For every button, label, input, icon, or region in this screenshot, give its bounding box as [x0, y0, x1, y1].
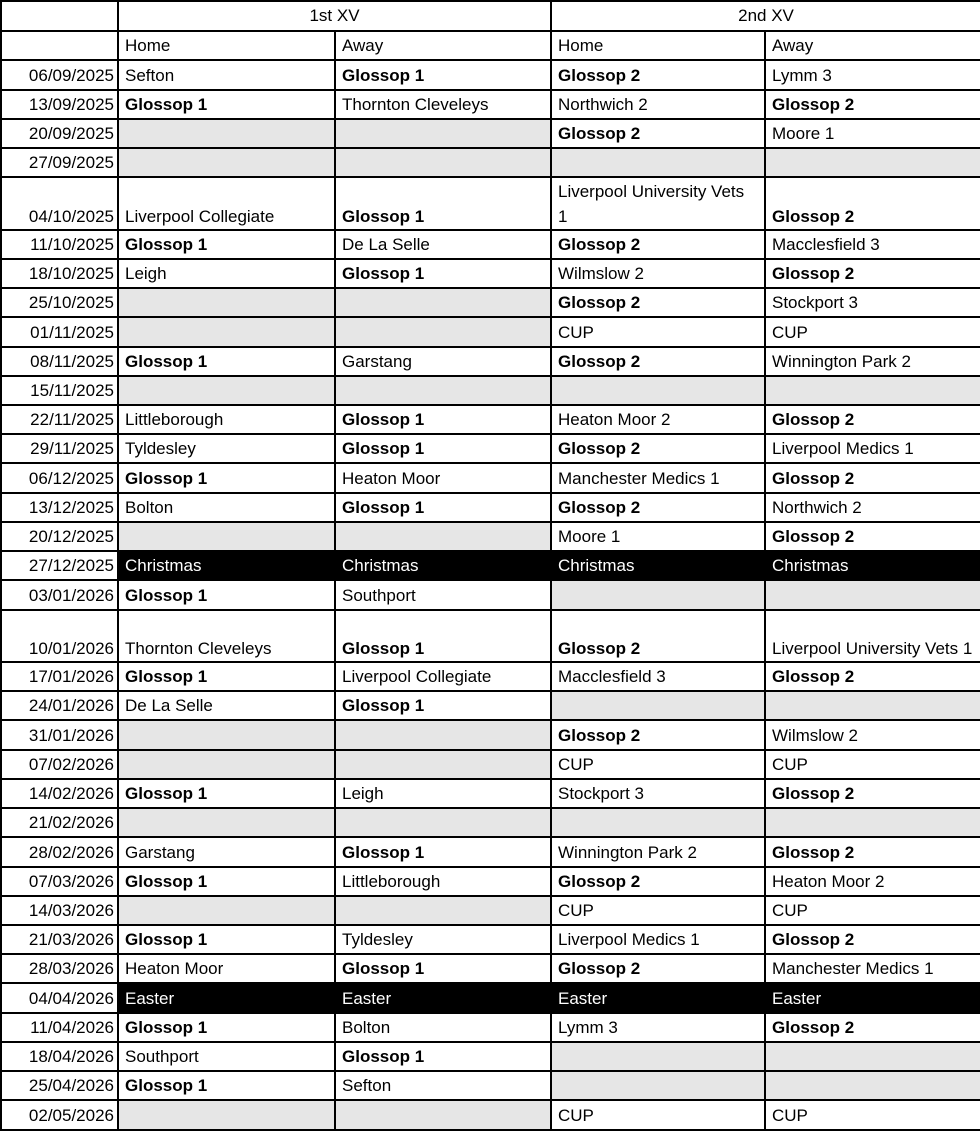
xv2-away-cell: Moore 1 [765, 119, 980, 148]
fixture-date: 28/02/2026 [1, 837, 118, 866]
xv1-away-cell [335, 1100, 551, 1130]
fixture-date: 07/02/2026 [1, 750, 118, 779]
xv2-away-cell: Stockport 3 [765, 288, 980, 317]
xv1-away-cell: De La Selle [335, 230, 551, 259]
xv2-away-cell [765, 1042, 980, 1071]
xv2-home-cell: Macclesfield 3 [551, 662, 765, 691]
fixture-date: 14/02/2026 [1, 779, 118, 808]
xv1-home-cell: Glossop 1 [118, 580, 335, 609]
fixture-date: 24/01/2026 [1, 691, 118, 720]
xv2-home-cell [551, 580, 765, 609]
fixture-row [1, 580, 980, 609]
xv1-home-cell: Littleborough [118, 405, 335, 434]
fixture-row [1, 720, 980, 749]
fixture-date: 31/01/2026 [1, 720, 118, 749]
xv1-away-cell: Southport [335, 580, 551, 609]
xv1-away-cell [335, 808, 551, 837]
xv1-home-cell: Glossop 1 [118, 867, 335, 896]
fixture-row [1, 837, 980, 866]
xv1-away-cell: Bolton [335, 1013, 551, 1042]
xv1-home-cell: Bolton [118, 493, 335, 522]
team-1st-xv-header: 1st XV [118, 1, 551, 31]
holiday-row [1, 551, 980, 580]
xv2-away-cell: Lymm 3 [765, 60, 980, 89]
fixture-row [1, 317, 980, 346]
xv1-away-cell: Glossop 1 [335, 610, 551, 662]
fixture-row [1, 1013, 980, 1042]
fixture-date: 27/09/2025 [1, 148, 118, 177]
fixture-date: 29/11/2025 [1, 434, 118, 463]
xv2-away-cell: Easter [765, 983, 980, 1012]
fixture-date: 14/03/2026 [1, 896, 118, 925]
xv2-home-cell: Glossop 2 [551, 954, 765, 983]
fixture-date: 11/10/2025 [1, 230, 118, 259]
xv2-away-cell: Glossop 2 [765, 1013, 980, 1042]
xv1-away-cell: Glossop 1 [335, 1042, 551, 1071]
xv1-home-cell [118, 1100, 335, 1130]
xv2-away-cell: Glossop 2 [765, 405, 980, 434]
xv1-away-cell: Glossop 1 [335, 177, 551, 229]
xv1-home-cell: Glossop 1 [118, 90, 335, 119]
corner-cell [1, 1, 118, 31]
xv2-home-cell [551, 691, 765, 720]
fixture-row [1, 610, 980, 662]
xv2-away-cell: Heaton Moor 2 [765, 867, 980, 896]
xv2-home-cell [551, 1042, 765, 1071]
xv2-away-cell: Liverpool Medics 1 [765, 434, 980, 463]
xv1-home-cell: Glossop 1 [118, 1013, 335, 1042]
xv1-away-cell: Glossop 1 [335, 837, 551, 866]
xv2-home-cell: Liverpool Medics 1 [551, 925, 765, 954]
xv1-home-cell: Glossop 1 [118, 230, 335, 259]
team-header-row [1, 1, 980, 31]
xv2-away-cell: Glossop 2 [765, 837, 980, 866]
xv1-home-header: Home [118, 31, 335, 60]
fixture-row [1, 288, 980, 317]
xv1-away-cell: Glossop 1 [335, 954, 551, 983]
fixture-row [1, 60, 980, 89]
xv1-home-cell: Tyldesley [118, 434, 335, 463]
xv2-away-cell: Macclesfield 3 [765, 230, 980, 259]
xv2-away-header: Away [765, 31, 980, 60]
xv1-home-cell: Easter [118, 983, 335, 1012]
xv2-away-cell: Glossop 2 [765, 779, 980, 808]
xv2-away-cell: Wilmslow 2 [765, 720, 980, 749]
fixture-row [1, 750, 980, 779]
xv2-home-cell: CUP [551, 896, 765, 925]
xv2-away-cell: Manchester Medics 1 [765, 954, 980, 983]
xv2-away-cell: Glossop 2 [765, 522, 980, 551]
xv1-home-cell [118, 522, 335, 551]
fixture-date: 27/12/2025 [1, 551, 118, 580]
xv2-away-cell: CUP [765, 1100, 980, 1130]
fixture-date: 13/09/2025 [1, 90, 118, 119]
xv2-away-cell [765, 148, 980, 177]
xv2-home-cell: Winnington Park 2 [551, 837, 765, 866]
fixture-date: 01/11/2025 [1, 317, 118, 346]
xv2-home-cell: Glossop 2 [551, 347, 765, 376]
fixture-date: 10/01/2026 [1, 610, 118, 662]
xv2-away-cell: CUP [765, 317, 980, 346]
fixture-date: 06/09/2025 [1, 60, 118, 89]
xv2-home-header: Home [551, 31, 765, 60]
xv1-home-cell [118, 376, 335, 405]
xv1-away-cell: Glossop 1 [335, 691, 551, 720]
xv2-away-cell [765, 376, 980, 405]
fixture-date: 25/04/2026 [1, 1071, 118, 1100]
fixture-row [1, 177, 980, 229]
fixture-date: 28/03/2026 [1, 954, 118, 983]
fixture-date: 20/09/2025 [1, 119, 118, 148]
fixture-row [1, 691, 980, 720]
xv1-away-cell: Heaton Moor [335, 463, 551, 492]
fixture-date: 17/01/2026 [1, 662, 118, 691]
xv2-home-cell: Christmas [551, 551, 765, 580]
fixture-date: 21/03/2026 [1, 925, 118, 954]
xv2-away-cell: Liverpool University Vets 1 [765, 610, 980, 662]
xv1-away-cell [335, 896, 551, 925]
xv2-away-cell [765, 808, 980, 837]
xv2-away-cell [765, 1071, 980, 1100]
xv1-home-cell: Southport [118, 1042, 335, 1071]
xv2-home-cell: Glossop 2 [551, 288, 765, 317]
fixture-row [1, 463, 980, 492]
xv2-home-cell [551, 1071, 765, 1100]
xv1-away-cell [335, 288, 551, 317]
fixture-row [1, 808, 980, 837]
xv2-away-cell: Glossop 2 [765, 90, 980, 119]
xv2-home-cell: Glossop 2 [551, 610, 765, 662]
fixture-row [1, 119, 980, 148]
fixtures-body [1, 1, 980, 1130]
xv2-home-cell: Lymm 3 [551, 1013, 765, 1042]
fixture-row [1, 259, 980, 288]
xv2-away-cell: Glossop 2 [765, 463, 980, 492]
fixture-row [1, 148, 980, 177]
xv1-away-cell [335, 720, 551, 749]
xv1-away-cell [335, 750, 551, 779]
xv1-away-cell: Garstang [335, 347, 551, 376]
xv1-away-cell: Leigh [335, 779, 551, 808]
xv1-home-cell: Glossop 1 [118, 1071, 335, 1100]
xv1-away-cell: Glossop 1 [335, 60, 551, 89]
xv1-away-cell: Christmas [335, 551, 551, 580]
fixture-date: 22/11/2025 [1, 405, 118, 434]
xv2-away-cell [765, 580, 980, 609]
xv1-home-cell: Leigh [118, 259, 335, 288]
fixture-row [1, 896, 980, 925]
xv1-away-cell: Littleborough [335, 867, 551, 896]
fixture-date: 21/02/2026 [1, 808, 118, 837]
xv2-home-cell [551, 808, 765, 837]
xv2-home-cell: Manchester Medics 1 [551, 463, 765, 492]
xv1-away-header: Away [335, 31, 551, 60]
xv1-away-cell: Glossop 1 [335, 405, 551, 434]
fixture-date: 03/01/2026 [1, 580, 118, 609]
xv1-away-cell [335, 148, 551, 177]
xv1-home-cell: Thornton Cleveleys [118, 610, 335, 662]
fixture-date: 04/10/2025 [1, 177, 118, 229]
date-header-cell [1, 31, 118, 60]
xv2-home-cell: Glossop 2 [551, 434, 765, 463]
fixture-date: 02/05/2026 [1, 1100, 118, 1130]
xv1-away-cell [335, 376, 551, 405]
fixture-row [1, 493, 980, 522]
fixture-date: 08/11/2025 [1, 347, 118, 376]
fixture-row [1, 867, 980, 896]
fixture-row [1, 954, 980, 983]
xv1-away-cell: Glossop 1 [335, 259, 551, 288]
xv2-away-cell: Glossop 2 [765, 925, 980, 954]
xv2-home-cell: Easter [551, 983, 765, 1012]
xv1-home-cell: Garstang [118, 837, 335, 866]
xv2-away-cell: Glossop 2 [765, 259, 980, 288]
fixture-row [1, 925, 980, 954]
fixture-date: 20/12/2025 [1, 522, 118, 551]
fixture-date: 18/04/2026 [1, 1042, 118, 1071]
fixture-row [1, 1100, 980, 1130]
xv1-home-cell: Liverpool Collegiate [118, 177, 335, 229]
xv1-away-cell [335, 317, 551, 346]
xv1-away-cell: Tyldesley [335, 925, 551, 954]
xv1-home-cell: Heaton Moor [118, 954, 335, 983]
fixture-row [1, 347, 980, 376]
xv1-home-cell [118, 119, 335, 148]
xv1-away-cell: Glossop 1 [335, 434, 551, 463]
xv2-away-cell: Winnington Park 2 [765, 347, 980, 376]
fixture-row [1, 662, 980, 691]
fixture-row [1, 779, 980, 808]
fixture-date: 11/04/2026 [1, 1013, 118, 1042]
fixture-date: 07/03/2026 [1, 867, 118, 896]
xv2-home-cell: Glossop 2 [551, 230, 765, 259]
fixture-row [1, 1071, 980, 1100]
xv2-away-cell: CUP [765, 896, 980, 925]
xv1-away-cell: Liverpool Collegiate [335, 662, 551, 691]
xv1-home-cell: Christmas [118, 551, 335, 580]
xv1-home-cell [118, 808, 335, 837]
xv2-home-cell: Heaton Moor 2 [551, 405, 765, 434]
xv2-home-cell: Glossop 2 [551, 493, 765, 522]
venue-header-row [1, 31, 980, 60]
xv1-home-cell: Glossop 1 [118, 347, 335, 376]
xv2-home-cell: Northwich 2 [551, 90, 765, 119]
xv1-home-cell: Glossop 1 [118, 463, 335, 492]
fixture-row [1, 522, 980, 551]
xv1-away-cell: Thornton Cleveleys [335, 90, 551, 119]
xv1-away-cell: Glossop 1 [335, 493, 551, 522]
xv2-away-cell: Glossop 2 [765, 177, 980, 229]
xv2-home-cell: CUP [551, 317, 765, 346]
fixture-date: 13/12/2025 [1, 493, 118, 522]
xv2-away-cell: Christmas [765, 551, 980, 580]
fixture-date: 04/04/2026 [1, 983, 118, 1012]
xv2-home-cell: Wilmslow 2 [551, 259, 765, 288]
holiday-row [1, 983, 980, 1012]
xv2-home-cell: CUP [551, 750, 765, 779]
xv1-home-cell: Glossop 1 [118, 779, 335, 808]
team-2nd-xv-header: 2nd XV [551, 1, 980, 31]
fixture-row [1, 90, 980, 119]
xv1-home-cell [118, 148, 335, 177]
xv1-home-cell: Glossop 1 [118, 662, 335, 691]
xv2-away-cell: CUP [765, 750, 980, 779]
fixture-row [1, 405, 980, 434]
xv1-away-cell [335, 522, 551, 551]
fixture-date: 15/11/2025 [1, 376, 118, 405]
fixture-row [1, 434, 980, 463]
xv1-away-cell [335, 119, 551, 148]
fixture-row [1, 376, 980, 405]
xv2-away-cell [765, 691, 980, 720]
xv2-home-cell: Glossop 2 [551, 867, 765, 896]
xv2-home-cell [551, 376, 765, 405]
xv1-home-cell [118, 750, 335, 779]
xv1-home-cell [118, 720, 335, 749]
xv2-home-cell: Liverpool University Vets 1 [551, 177, 765, 229]
fixture-row [1, 230, 980, 259]
xv1-away-cell: Easter [335, 983, 551, 1012]
fixture-date: 18/10/2025 [1, 259, 118, 288]
xv1-home-cell [118, 317, 335, 346]
fixture-row [1, 1042, 980, 1071]
xv2-home-cell [551, 148, 765, 177]
xv1-home-cell [118, 288, 335, 317]
xv1-home-cell: Sefton [118, 60, 335, 89]
xv2-away-cell: Glossop 2 [765, 662, 980, 691]
xv2-home-cell: Glossop 2 [551, 720, 765, 749]
fixture-date: 06/12/2025 [1, 463, 118, 492]
xv2-home-cell: Glossop 2 [551, 119, 765, 148]
xv1-home-cell: De La Selle [118, 691, 335, 720]
xv2-home-cell: CUP [551, 1100, 765, 1130]
xv1-home-cell: Glossop 1 [118, 925, 335, 954]
xv1-away-cell: Sefton [335, 1071, 551, 1100]
xv2-home-cell: Stockport 3 [551, 779, 765, 808]
xv2-home-cell: Glossop 2 [551, 60, 765, 89]
fixture-date: 25/10/2025 [1, 288, 118, 317]
xv1-home-cell [118, 896, 335, 925]
xv2-home-cell: Moore 1 [551, 522, 765, 551]
xv2-away-cell: Northwich 2 [765, 493, 980, 522]
